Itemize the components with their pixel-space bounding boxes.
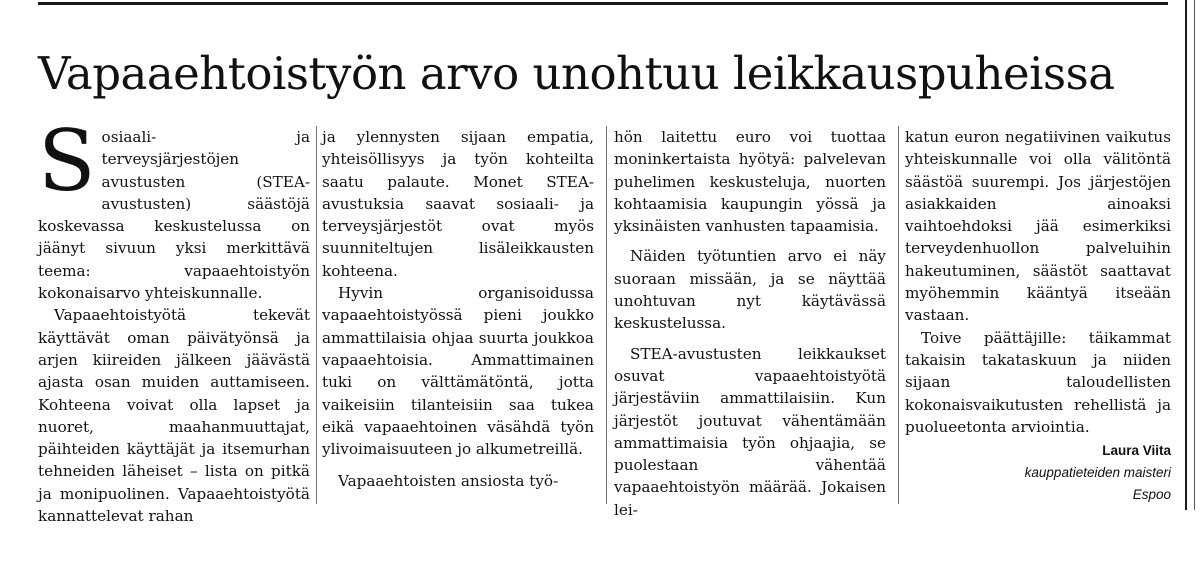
page-edge-line-secondary — [1194, 0, 1195, 510]
paragraph-intro — [38, 112, 310, 304]
paragraph-continued: katun euron negatiivinen vaikutus yhteiskunnalle voi olla välitöntä säästöä suurempi. Jos järjestöjen asiakkaiden ainoaksi vaihtoehdoksi jää esimerkiksi terveydenhuollon palveluihin hakeutuminen, säästöt saattavat myöhemmin kääntyä itseään vastaan. — [905, 128, 1171, 325]
column-divider — [606, 126, 607, 504]
paragraph: Hyvin organisoidussa vapaaehtoistyössä pieni joukko ammattilaisia ohjaa suurta joukkoa vapaaehtoisia. Ammattimainen tuki on välttämätöntä, jotta vaikeisiin tilanteisiin saa tukea eikä vapaaehtoinen väsähdä työn ylivoimaisuuteen jo alkumetreillä. — [322, 284, 594, 459]
paragraph: Vapaaehtoisten ansiosta työ- — [338, 472, 559, 491]
drop-cap: S — [38, 112, 96, 210]
column-divider — [316, 126, 317, 504]
author-name: Laura Viita — [1102, 443, 1171, 459]
paragraph-continued: ja ylennysten sijaan empatia, yhteisöllisyys ja työn kohteilta saatu palaute. Monet STEA-avustuksia saavat sosiaali- ja terveysjärjestöt ovat myös suunniteltujen lisäleikkausten kohteena. — [322, 128, 594, 280]
article-headline: Vapaaehtoistyön arvo unohtuu leikkauspuheissa — [38, 47, 1115, 100]
article-column-3 — [614, 126, 886, 521]
author-location: Espoo — [1132, 487, 1171, 503]
paragraph-intro-text: osiaali- ja terveysjärjestöjen avustusten (STEA-avustusten) säästöjä koskevassa keskustelussa on jäänyt sivuun yksi merkittävä teema: vapaaehtoistyön kokonaisarvo yhteiskunnalle. — [38, 128, 310, 303]
paragraph: Toive päättäjille: täikammat takaisin takataskuun ja niiden sijaan taloudellisten kokonaisvaikutusten rehellistä ja puolueetonta arviointia. — [905, 328, 1171, 436]
author-title: kauppatieteiden maisteri — [1024, 465, 1171, 481]
article-column-4 — [905, 126, 1171, 506]
paragraph: Vapaaehtoistyötä tekevät käyttävät oman päivätyönsä ja arjen kiireiden jälkeen jäävästä ajasta osan muiden auttamiseen. Kohteena voivat olla lapset ja nuoret, maahanmuuttajat, päihteiden käyttäjät ja itsemurhan tehneiden läheiset – lista on pitkä ja monipuolinen. Vapaaehtoistyötä kannattelevat rahan — [38, 306, 310, 526]
article-column-1 — [38, 112, 310, 527]
article-column-2 — [322, 126, 594, 493]
author-signature — [905, 440, 1171, 506]
paragraph: STEA-avustusten leikkaukset osuvat vapaaehtoistyötä järjestäviin ammattilaisiin. Kun järjestöt joutuvat vähentämään ammattimaisia työn ohjaajia, se puolestaan vähentää vapaaehtoistyön määrää. Jokaisen lei- — [614, 344, 886, 519]
paragraph: Näiden työtuntien arvo ei näy suoraan missään, ja se näyttää unohtuvan nyt käytävässä keskustelussa. — [614, 247, 886, 333]
column-divider — [898, 126, 899, 504]
page-edge-line — [1185, 0, 1187, 510]
paragraph-continued: hön laitettu euro voi tuottaa moninkertaista hyötyä: palvelevan puhelimen keskusteluja, nuorten kohtaamisia kaupungin yössä ja yksinäisten vanhusten tapaamisia. — [614, 128, 886, 236]
top-rule — [38, 2, 1168, 5]
